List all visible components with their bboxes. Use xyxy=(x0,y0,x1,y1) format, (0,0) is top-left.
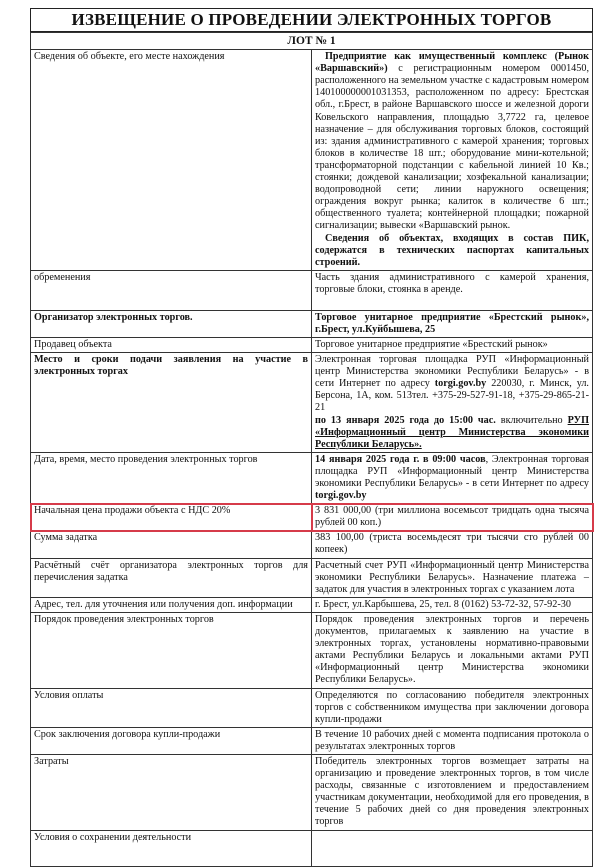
row-value-contract-term: В течение 10 рабочих дней с момента подписания протокола о результатах электронных торгов xyxy=(312,727,593,754)
row-label-payment: Условия оплаты xyxy=(31,688,312,727)
table-row xyxy=(31,337,593,352)
object-passports-note: Сведения об объектах, входящих в состав ПИК, содержатся в технических паспортах капитальных строений. xyxy=(315,232,589,268)
table-row xyxy=(31,688,593,727)
table-row xyxy=(31,452,593,503)
object-description xyxy=(315,51,589,232)
document-title: ИЗВЕЩЕНИЕ О ПРОВЕДЕНИИ ЭЛЕКТРОННЫХ ТОРГОВ xyxy=(30,8,593,32)
row-label-start-price: Начальная цена продажи объекта с НДС 20% xyxy=(31,504,312,531)
row-value-activity xyxy=(312,830,593,866)
row-label-organizer: Организатор электронных торгов. xyxy=(31,310,312,337)
row-label-account: Расчётный счёт организатора электронных торгов для перечисления задатка xyxy=(31,558,312,597)
application-inclusive: включительно xyxy=(495,414,568,426)
application-site-link[interactable]: torgi.gov.by xyxy=(434,378,487,390)
row-label-encumbrances: обременения xyxy=(31,270,312,310)
lot-header-row xyxy=(31,33,593,50)
row-label-contract-term: Срок заключения договора купли-продажи xyxy=(31,727,312,754)
row-value-deposit: 383 100,00 (триста восемьдесят три тысячи сто рублей 00 копеек) xyxy=(312,531,593,558)
row-value-auction-date xyxy=(312,452,593,503)
row-value-payment: Определяются по согласованию победителя электронных торгов с собственником имущества при заключении договора купли-продажи xyxy=(312,688,593,727)
row-value-start-price: 3 831 000,00 (три миллиона восемьсот тридцать одна тысяча рублей 00 коп.) xyxy=(312,504,593,531)
table-row xyxy=(31,597,593,612)
table-row xyxy=(31,727,593,754)
application-center: РУП «Информационный центр Министерства экономики Республики Беларусь». xyxy=(315,414,589,450)
table-row xyxy=(31,612,593,688)
row-value-application xyxy=(312,353,593,453)
table-row xyxy=(31,310,593,337)
row-value-account: Расчетный счет РУП «Информационный центр Министерства экономики Республики Беларусь». Назначение платежа – задаток для участия в электронных торгах с указанием лота xyxy=(312,558,593,597)
row-label-contact: Адрес, тел. для уточнения или получения доп. информации xyxy=(31,597,312,612)
table-row-highlighted xyxy=(31,504,593,531)
application-platform: Электронная торговая площадка РУП «Информационный центр Министерства экономики Республики Беларусь» - в сети Интернет по адресу xyxy=(315,354,589,390)
row-value-contact: г. Брест, ул.Карбышева, 25, тел. 8 (0162) 53-72-32, 57-92-30 xyxy=(312,597,593,612)
table-row xyxy=(31,353,593,453)
row-label-application: Место и сроки подачи заявления на участие в электронных торгах xyxy=(31,353,312,453)
row-value-costs: Победитель электронных торгов возмещает затраты на организацию и проведение электронных торгов, в том числе расходы, связанные с изготовлением и предоставлением участникам документации, необходимой для его проведения, в течение 5 рабочих дней со дня проведения электронных торгов xyxy=(312,754,593,830)
row-label-deposit: Сумма задатка xyxy=(31,531,312,558)
row-label-procedure: Порядок проведения электронных торгов xyxy=(31,612,312,688)
table-row xyxy=(31,531,593,558)
row-label-object: Сведения об объекте, его месте нахождения xyxy=(31,50,312,271)
row-value-seller: Торговое унитарное предприятие «Брестский рынок» xyxy=(312,337,593,352)
row-label-costs: Затраты xyxy=(31,754,312,830)
application-address: 220030, г. Минск, ул. Берсона, 1А, ком. 513тел. +375-29-527-91-18, +375-29-865-21-21 xyxy=(315,378,589,414)
row-value-procedure: Порядок проведения электронных торгов и перечень документов, прилагаемых к заявлению на участие в электронных торгах, установлены нормативно-правовыми актами Республики Беларусь и локальными актами РУП «Информационный центр Министерства экономики Республики Беларусь». xyxy=(312,612,593,688)
object-name: Предприятие как имущественный комплекс (Рынок «Варшавский») xyxy=(315,51,589,75)
row-label-seller: Продавец объекта xyxy=(31,337,312,352)
table-row xyxy=(31,50,593,271)
application-deadline: по 13 января 2025 года до 15:00 час. xyxy=(315,414,496,426)
row-value-organizer: Торговое унитарное предприятие «Брестский рынок», г.Брест, ул.Куйбышева, 25 xyxy=(312,310,593,337)
table-row xyxy=(31,754,593,830)
row-value-encumbrances: Часть здания административного с камерой хранения, торговые блоки, стоянка в аренде. xyxy=(312,270,593,310)
row-value-object xyxy=(312,50,593,271)
lot-table xyxy=(30,32,593,867)
row-label-auction-date: Дата, время, место проведения электронных торгов xyxy=(31,452,312,503)
auction-place: , Электронная торговая площадка РУП «Информационный центр Министерства экономики Республики Беларусь» - в сети Интернет по адресу xyxy=(315,453,589,489)
row-label-activity: Условия о сохранении деятельности xyxy=(31,830,312,866)
table-row xyxy=(31,830,593,866)
table-row xyxy=(31,558,593,597)
auction-datetime: 14 января 2025 года г. в 09:00 часов xyxy=(315,453,486,465)
lot-number: ЛОТ № 1 xyxy=(31,33,593,50)
table-row xyxy=(31,270,593,310)
notice-document xyxy=(30,8,593,867)
object-details: с регистрационным номером 0001450, расположенного на земельном участке с кадастровым номером 140100000001031353, расположенном по адресу: Брестская обл., г.Брест, в районе Варшавского шоссе и железной дороги Ковельского направления, площадью 3,7722 га, целевое назначение – для обслуживания торговых блоков, состоящий из: здания административного с камерой хранения; торговых блоков в количестве 18 шт.; оборудование мини-котельной; трансформаторной подстанции с кабельной линией 10 Кв.; стоянки; дождевой канализации; хозфекальной канализации; водопроводной сети; линии наружного освещения; ограждения вокруг рынка; калиток в количестве 6 шт.; общественного туалета; контейнерной площадки; пожарной сигнализации; вывески «Варшавский рынок. xyxy=(315,63,589,232)
auction-site-link[interactable]: torgi.gov.by xyxy=(315,490,367,502)
